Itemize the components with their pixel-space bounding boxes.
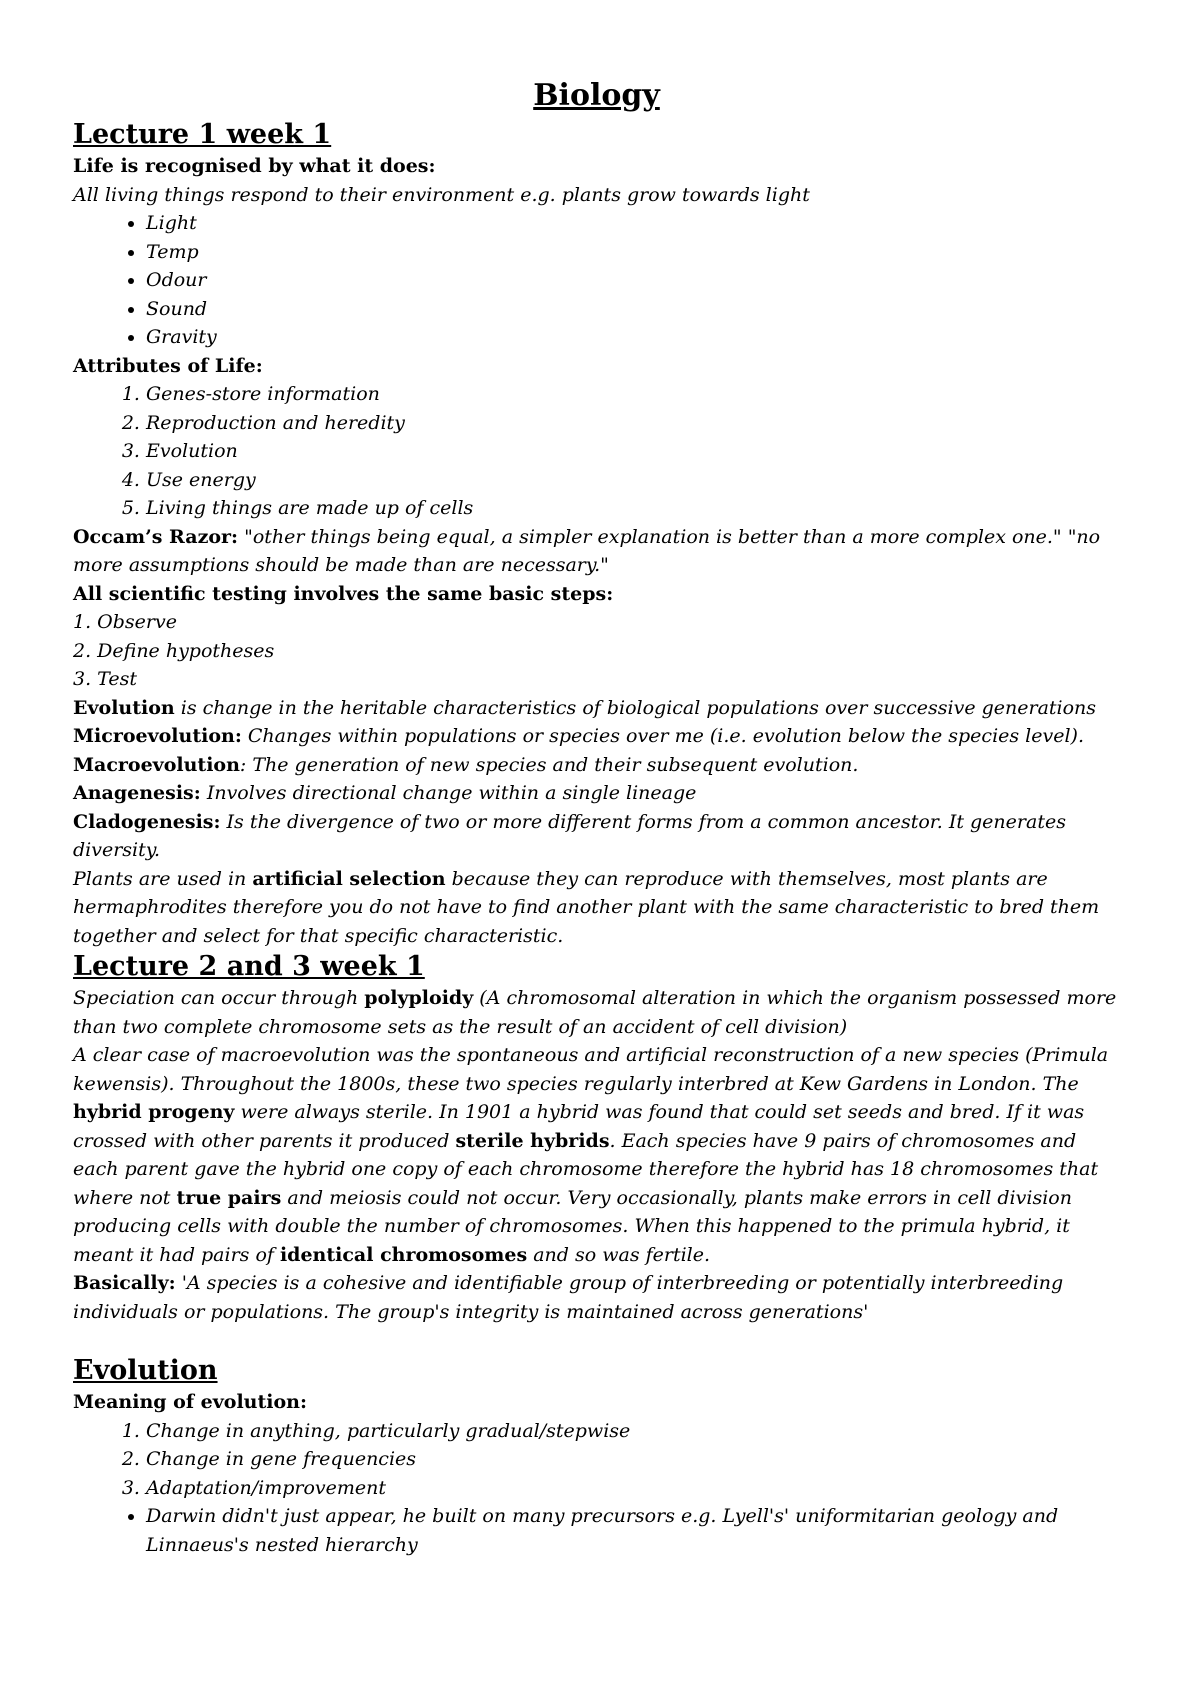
- artificial-selection-paragraph: [73, 865, 1120, 951]
- anagenesis-definition: [73, 779, 1120, 808]
- list-item: • Temp: [146, 238, 1120, 267]
- list-item: 2. Change in gene frequencies: [146, 1445, 1120, 1474]
- testing-heading: All scientific testing involves the same basic steps:: [73, 582, 614, 605]
- macroevolution-definition: [73, 751, 1120, 780]
- macro-text-c: were always sterile. In 1901 a hybrid was found that could set seeds and bred. If it was crossed with other parents it produced: [73, 1101, 1085, 1152]
- basically-text: 'A species is a cohesive and identifiable group of interbreeding or potentially interbreeding individuals or populations. The group's integrity is maintained across generations': [73, 1272, 1064, 1323]
- macro-text-g: and meiosis could not occur. Very occasionally, plants make errors in cell division producing cells with double the number of chromosomes. When this happened to the primula hybrid, it meant it had pairs of: [73, 1186, 1072, 1266]
- list-item: 2. Reproduction and heredity: [146, 409, 1120, 438]
- occam-label: Occam’s Razor:: [73, 525, 239, 548]
- speciation-paragraph: [73, 984, 1120, 1041]
- spec-text-a: Speciation can occur through: [73, 987, 365, 1009]
- cladogenesis-definition: [73, 808, 1120, 865]
- lecture-2-section: [73, 950, 1120, 1326]
- list-item: • Odour: [146, 266, 1120, 295]
- artificial-selection-term: artificial selection: [252, 867, 446, 890]
- macro-text-a: A clear case of macroevolution was the spontaneous and artificial reconstruction of a new species (Primula kewensis). Throughout the 1800s, these two species regularly interbred at Kew Gardens in London. The: [73, 1044, 1109, 1095]
- hybrid-progeny-term: hybrid progeny: [73, 1101, 235, 1123]
- ana-text: Involves directional change within a single lineage: [200, 782, 697, 804]
- micro-label: Microevolution:: [73, 725, 242, 747]
- macro-text: : The generation of new species and their subsequent evolution.: [239, 753, 859, 776]
- list-item: • Darwin didn't just appear, he built on many precursors e.g. Lyell's' uniformitarian geology and Linnaeus's nested hierarchy: [146, 1502, 1120, 1559]
- meanings-list: [73, 1417, 1120, 1503]
- evolution-label: Evolution: [73, 696, 175, 719]
- list-item: 3. Evolution: [146, 437, 1120, 466]
- life-heading: Life is recognised by what it does:: [73, 155, 436, 177]
- true-pairs-term: true pairs: [176, 1186, 282, 1209]
- clado-text: Is the divergence of two or more different forms from a common ancestor. It generates diversity.: [73, 810, 1066, 861]
- list-item: • Gravity: [146, 323, 1120, 352]
- list-item: • Light: [146, 209, 1120, 238]
- macro-text-i: and so was fertile.: [527, 1243, 711, 1266]
- stimuli-list: [73, 209, 1120, 352]
- evolution-heading: Evolution: [73, 1355, 218, 1386]
- species-definition: [73, 1269, 1120, 1326]
- macro-label: Macroevolution: [73, 753, 240, 776]
- lecture-1-section: [73, 118, 1120, 950]
- meaning-heading: Meaning of evolution:: [73, 1391, 307, 1413]
- occam-text: "other things being equal, a simpler explanation is better than a more complex one." "no more assumptions should be made than are necessary.": [73, 525, 1101, 576]
- spec-text-c: (A chromosomal alteration in which the organism possessed more than two complete chromosome sets as the result of an accident of cell division): [73, 987, 1117, 1038]
- evolution-text: is change in the heritable characteristics of biological populations over successive generations: [174, 696, 1097, 719]
- lecture-2-heading: Lecture 2 and 3 week 1: [73, 951, 425, 982]
- darwin-list: [73, 1502, 1120, 1559]
- sterile-hybrids-term: sterile hybrids: [455, 1129, 610, 1152]
- list-item: 4. Use energy: [146, 466, 1120, 495]
- list-item: 1. Change in anything, particularly gradual/stepwise: [146, 1417, 1120, 1446]
- step-1: 1. Observe: [73, 611, 177, 633]
- attributes-list: [73, 380, 1120, 523]
- list-item: 5. Living things are made up of cells: [146, 494, 1120, 523]
- evolution-section: [73, 1354, 1120, 1559]
- identical-chromosomes-term: identical chromosomes: [279, 1243, 528, 1266]
- step-3: 3. Test: [73, 668, 137, 690]
- lecture-1-heading: Lecture 1 week 1: [73, 119, 332, 150]
- micro-text: Changes within populations or species over me (i.e. evolution below the species level).: [241, 725, 1085, 747]
- clado-label: Cladogenesis:: [73, 810, 221, 833]
- polyploidy-term: polyploidy: [364, 987, 474, 1009]
- basically-label: Basically:: [73, 1272, 176, 1294]
- plants-text-a: Plants are used in: [73, 867, 253, 890]
- microevolution-definition: [73, 722, 1120, 751]
- attributes-heading: Attributes of Life:: [73, 354, 263, 377]
- occam-paragraph: [73, 523, 1120, 580]
- ana-label: Anagenesis:: [73, 782, 201, 804]
- plants-text-c: because they can reproduce with themselves, most plants are hermaphrodites therefore you do not have to find another plant with the same characteristic to bred them together and select for that specific characteristic.: [73, 867, 1100, 947]
- evolution-definition: [73, 694, 1120, 723]
- list-item: 3. Adaptation/improvement: [146, 1474, 1120, 1503]
- macro-text-e: . Each species have 9 pairs of chromosomes and each parent gave the hybrid one copy of each chromosome therefore the hybrid has 18 chromosomes that where not: [73, 1129, 1099, 1209]
- life-intro: All living things respond to their environment e.g. plants grow towards light: [73, 183, 810, 206]
- list-item: • Sound: [146, 295, 1120, 324]
- list-item: 1. Genes-store information: [146, 380, 1120, 409]
- step-2: 2. Define hypotheses: [73, 639, 275, 662]
- section-spacer: [73, 1326, 1120, 1354]
- primula-paragraph: [73, 1041, 1120, 1269]
- document-title: Biology: [533, 78, 660, 113]
